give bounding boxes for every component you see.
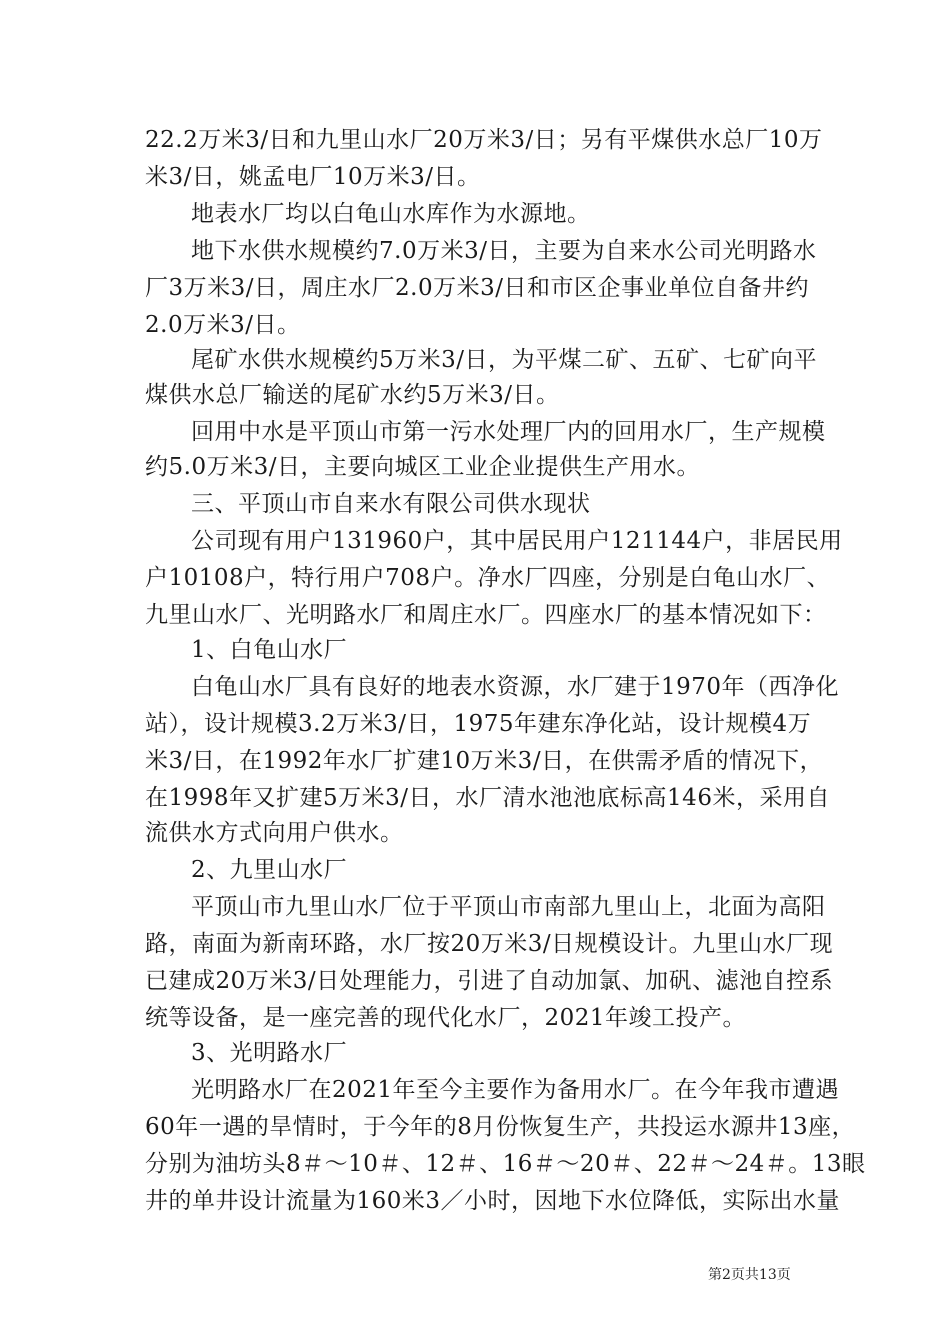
section-heading: 三、平顶山市自来水有限公司供水现状 xyxy=(191,491,591,517)
text-line: 分别为油坊头8＃～10＃、12＃、16＃～20＃、22＃～24＃。13眼 xyxy=(145,1151,866,1177)
text-line: 户10108户，特行用户708户。净水厂四座，分别是白龟山水厂、 xyxy=(145,565,831,591)
text-line: 光明路水厂在2021年至今主要作为备用水厂。在今年我市遭遇 xyxy=(191,1077,840,1103)
text-line: 约5.0万米3/日，主要向城区工业企业提供生产用水。 xyxy=(145,454,700,480)
text-line: 井的单井设计流量为160米3／小时，因地下水位降低，实际出水量 xyxy=(145,1188,841,1214)
text-line: 回用中水是平顶山市第一污水处理厂内的回用水厂，生产规模 xyxy=(191,419,826,445)
text-line: 九里山水厂、光明路水厂和周庄水厂。四座水厂的基本情况如下： xyxy=(145,602,827,628)
text-line: 站），设计规模3.2万米3/日，1975年建东净化站，设计规模4万 xyxy=(145,711,812,737)
text-line: 60年一遇的旱情时，于今年的8月份恢复生产，共投运水源井13座， xyxy=(145,1114,856,1140)
subsection-heading: 1、白龟山水厂 xyxy=(191,637,348,663)
text-line: 米3/日，在1992年水厂扩建10万米3/日，在供需矛盾的情况下， xyxy=(145,748,824,774)
text-line: 地表水厂均以白龟山水库作为水源地。 xyxy=(191,201,591,227)
text-line: 流供水方式向用户供水。 xyxy=(145,820,404,846)
text-line: 地下水供水规模约7.0万米3/日，主要为自来水公司光明路水 xyxy=(191,238,817,264)
text-line: 尾矿水供水规模约5万米3/日，为平煤二矿、五矿、七矿向平 xyxy=(191,347,818,373)
text-line: 统等设备，是一座完善的现代化水厂，2021年竣工投产。 xyxy=(145,1005,747,1031)
text-line: 在1998年又扩建5万米3/日，水厂清水池池底标高146米，采用自 xyxy=(145,785,830,811)
text-line: 已建成20万米3/日处理能力，引进了自动加氯、加矾、滤池自控系 xyxy=(145,968,834,994)
text-line: 2.0万米3/日。 xyxy=(145,312,301,338)
text-line: 白龟山水厂具有良好的地表水资源，水厂建于1970年（西净化 xyxy=(191,674,840,700)
text-line: 厂3万米3/日，周庄水厂2.0万米3/日和市区企事业单位自备井约 xyxy=(145,275,809,301)
text-line: 米3/日，姚孟电厂10万米3/日。 xyxy=(145,164,481,190)
text-line: 路，南面为新南环路，水厂按20万米3/日规模设计。九里山水厂现 xyxy=(145,931,834,957)
subsection-heading: 3、光明路水厂 xyxy=(191,1040,348,1066)
text-line: 平顶山市九里山水厂位于平顶山市南部九里山上，北面为高阳 xyxy=(191,894,826,920)
text-line: 公司现有用户131960户，其中居民用户121144户，非居民用 xyxy=(191,528,843,554)
page-number: 第2页共13页 xyxy=(708,1267,791,1283)
text-line: 煤供水总厂输送的尾矿水约5万米3/日。 xyxy=(145,382,560,408)
text-line: 22.2万米3/日和九里山水厂20万米3/日；另有平煤供水总厂10万 xyxy=(145,127,823,153)
subsection-heading: 2、九里山水厂 xyxy=(191,857,348,883)
